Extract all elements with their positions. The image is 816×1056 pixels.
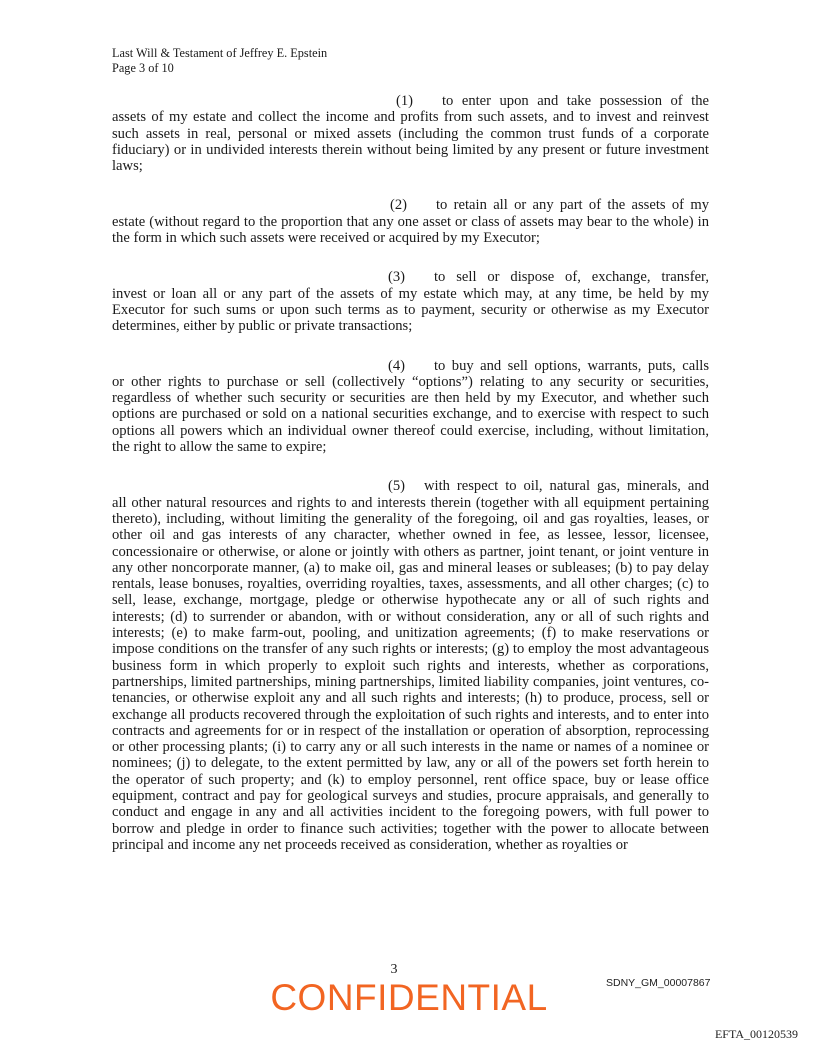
paragraph-number: (2) (390, 197, 408, 214)
paragraph-1 (112, 93, 709, 174)
paragraph-lead: to buy and sell options, warrants, puts, calls (434, 357, 709, 374)
header-title: Last Will & Testament of Jeffrey E. Epstein (112, 46, 328, 60)
paragraph-number: (3) (388, 269, 406, 286)
paragraph-text: or other rights to purchase or sell (collectively “options”) relating to any security or securities, regardless of whether such security or securities are then held by my Executor, and whether such options are purchased or sold on a national securities exchange, and to exercise with respect to such options all powers which an individual owner thereof could exercise, including, without limitation, the right to allow the same to expire; (112, 373, 709, 456)
bates-number: SDNY_GM_00007867 (606, 977, 711, 989)
paragraph-2 (112, 197, 709, 246)
paragraph-4 (112, 358, 709, 456)
paragraph-text: all other natural resources and rights to and interests therein (together with all equipment pertaining thereto), including, without limiting the generality of the foregoing, oil and gas royalties, leases, or other oil and gas interests of any character, whether owned in fee, as lessee, lessor, licensee, concessionaire or otherwise, or alone or jointly with others as partner, joint tenant, or joint venture in any other noncorporate manner, (a) to make oil, gas and mineral leases or subleases; (b) to pay delay rentals, lease bonuses, royalties, overriding royalties, taxes, assessments, and all other charges; (c) to sell, lease, exchange, mortgage, pledge or otherwise hypothecate any or all of such rights and interests; (d) to surrender or abandon, with or without consideration, any or all of such rights and interests; (e) to make farm-out, pooling, and unitization agreements; (f) to make reservations or impose conditions on the transfer of any such rights or interests; (g) to employ the most advantageous business form in which properly to exploit such rights and interests, whether as corporations, partnerships, limited partnerships, mining partnerships, limited liability companies, joint ventures, co-tenancies, or otherwise exploit any and all such rights and interests; (h) to produce, process, sell or exchange all products recovered through the exploitation of such rights and interests, and to enter into contracts and agreements for or in respect of the installation or operation of absorption, reprocessing or other processing plants; (i) to carry any or all such interests in the name or names of a nominee or nominees; (j) to delegate, to the extent permitted by law, any or all of the powers set forth herein to the operator of such property; and (k) to employ personnel, rent office space, buy or lease office equipment, contract and pay for geological surveys and studies, procure appraisals, and generally to conduct and engage in any and all activities incident to the foregoing powers, with full power to borrow and pledge in order to finance such activities; together with the power to allocate between principal and income any net proceeds received as consideration, whether as royalties or (112, 494, 709, 853)
paragraph-3 (112, 269, 709, 334)
paragraph-number: (5) (388, 478, 406, 495)
paragraph-number: (4) (388, 357, 406, 374)
paragraph-text: estate (without regard to the proportion that any one asset or class of assets may bear to the whole) in the form in which such assets were received or acquired by my Executor; (112, 213, 709, 247)
confidential-stamp: CONFIDENTIAL (270, 977, 548, 1018)
paragraph-text: invest or loan all or any part of the assets of my estate which may, at any time, be held by my Executor for such sums or upon such terms as to payment, security or otherwise as my Executor determines, either by public or private transactions; (112, 285, 709, 335)
document-body (112, 93, 709, 853)
paragraph-text: assets of my estate and collect the income and profits from such assets, and to invest and reinvest such assets in real, personal or mixed assets (including the common trust funds of a corporate fiduciary) or in undivided interests therein without being limited by any present or future investment laws; (112, 109, 709, 175)
paragraph-lead: to enter upon and take possession of the (442, 93, 709, 109)
header-page-label: Page 3 of 10 (112, 61, 174, 75)
paragraph-lead: to sell or dispose of, exchange, transfer, (434, 269, 709, 286)
paragraph-number: (1) (396, 93, 414, 109)
paragraph-lead: with respect to oil, natural gas, minerals, and (424, 478, 709, 495)
paragraph-5 (112, 478, 709, 853)
running-header (112, 46, 327, 76)
page-number: 3 (390, 962, 398, 977)
efta-number: EFTA_00120539 (714, 1027, 798, 1041)
paragraph-lead: to retain all or any part of the assets of my (436, 197, 709, 214)
